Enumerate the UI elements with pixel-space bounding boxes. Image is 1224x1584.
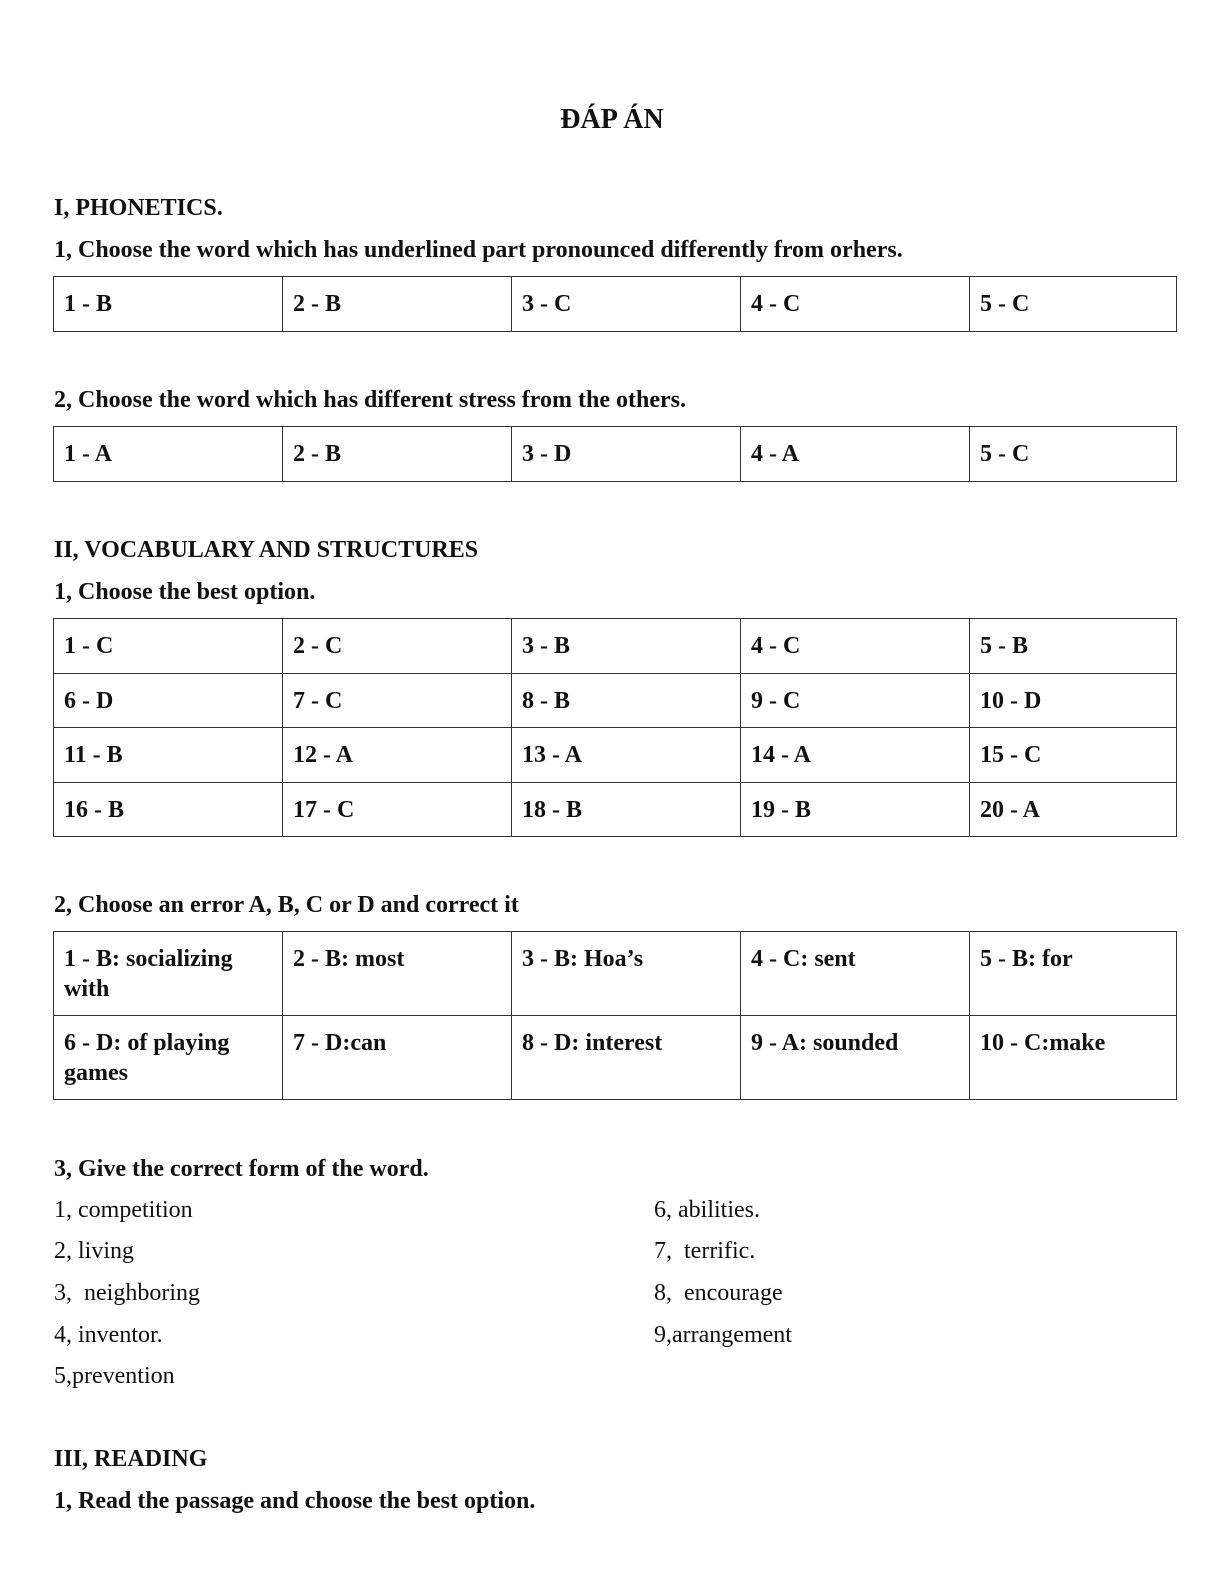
phonetics-part1-heading: 1, Choose the word which has underlined part pronounced differently from orhers. xyxy=(54,237,903,263)
word-form-answer: 3, neighboring xyxy=(54,1280,200,1306)
vocabulary-part2-table xyxy=(53,931,1177,1100)
answer-cell: 1 - A xyxy=(54,427,283,482)
answer-cell: 3 - D xyxy=(512,427,741,482)
answer-cell: 11 - B xyxy=(54,728,283,783)
answer-cell: 15 - C xyxy=(970,728,1177,783)
table-row xyxy=(54,932,1177,1016)
answer-cell: 5 - C xyxy=(970,277,1177,332)
word-form-answer: 5,prevention xyxy=(54,1363,175,1389)
answer-cell: 16 - B xyxy=(54,782,283,837)
table-row xyxy=(54,1016,1177,1100)
answer-cell: 10 - C:make xyxy=(970,1016,1177,1100)
word-form-answer: 1, competition xyxy=(54,1197,193,1223)
answer-cell: 2 - B xyxy=(283,427,512,482)
table-row xyxy=(54,427,1177,482)
vocabulary-part2-heading: 2, Choose an error A, B, C or D and correct it xyxy=(54,892,519,918)
answer-cell: 6 - D: of playing games xyxy=(54,1016,283,1100)
answer-cell: 17 - C xyxy=(283,782,512,837)
vocabulary-part1-heading: 1, Choose the best option. xyxy=(54,579,316,605)
answer-cell: 9 - A: sounded xyxy=(741,1016,970,1100)
phonetics-part2-table xyxy=(53,426,1177,482)
word-form-answer: 6, abilities. xyxy=(654,1197,760,1223)
reading-part1-heading: 1, Read the passage and choose the best option. xyxy=(54,1488,536,1514)
answer-cell: 2 - C xyxy=(283,619,512,674)
answer-cell: 5 - B: for xyxy=(970,932,1177,1016)
section-heading-reading: III, READING xyxy=(54,1446,208,1472)
answer-cell: 10 - D xyxy=(970,673,1177,728)
answer-cell: 4 - C: sent xyxy=(741,932,970,1016)
answer-cell: 20 - A xyxy=(970,782,1177,837)
answer-cell: 1 - C xyxy=(54,619,283,674)
word-form-answer: 7, terrific. xyxy=(654,1238,756,1264)
answer-cell: 1 - B xyxy=(54,277,283,332)
section-heading-vocabulary: II, VOCABULARY AND STRUCTURES xyxy=(54,537,479,563)
answer-cell: 19 - B xyxy=(741,782,970,837)
phonetics-part1-table xyxy=(53,276,1177,332)
answer-cell: 5 - C xyxy=(970,427,1177,482)
answer-cell: 13 - A xyxy=(512,728,741,783)
answer-cell: 8 - B xyxy=(512,673,741,728)
answer-cell: 14 - A xyxy=(741,728,970,783)
table-row xyxy=(54,277,1177,332)
answer-cell: 5 - B xyxy=(970,619,1177,674)
word-form-answer: 9,arrangement xyxy=(654,1322,792,1348)
answer-cell: 18 - B xyxy=(512,782,741,837)
answer-cell: 7 - D:can xyxy=(283,1016,512,1100)
vocabulary-part3-heading: 3, Give the correct form of the word. xyxy=(54,1156,429,1182)
answer-cell: 2 - B: most xyxy=(283,932,512,1016)
phonetics-part2-heading: 2, Choose the word which has different stress from the others. xyxy=(54,387,686,413)
answer-cell: 9 - C xyxy=(741,673,970,728)
answer-cell: 3 - B xyxy=(512,619,741,674)
answer-cell: 1 - B: socializing with xyxy=(54,932,283,1016)
section-heading-phonetics: I, PHONETICS. xyxy=(54,195,223,221)
answer-cell: 4 - A xyxy=(741,427,970,482)
vocabulary-part1-table xyxy=(53,618,1177,837)
table-row xyxy=(54,782,1177,837)
page-title: ĐÁP ÁN xyxy=(560,104,664,135)
answer-cell: 4 - C xyxy=(741,619,970,674)
answer-cell: 4 - C xyxy=(741,277,970,332)
answer-cell: 7 - C xyxy=(283,673,512,728)
answer-cell: 2 - B xyxy=(283,277,512,332)
answer-cell: 6 - D xyxy=(54,673,283,728)
word-form-answer: 4, inventor. xyxy=(54,1322,163,1348)
table-row xyxy=(54,619,1177,674)
answer-cell: 3 - C xyxy=(512,277,741,332)
table-row xyxy=(54,728,1177,783)
word-form-answer: 8, encourage xyxy=(654,1280,783,1306)
answer-cell: 8 - D: interest xyxy=(512,1016,741,1100)
answer-cell: 12 - A xyxy=(283,728,512,783)
answer-cell: 3 - B: Hoa’s xyxy=(512,932,741,1016)
table-row xyxy=(54,673,1177,728)
word-form-answer: 2, living xyxy=(54,1238,135,1264)
